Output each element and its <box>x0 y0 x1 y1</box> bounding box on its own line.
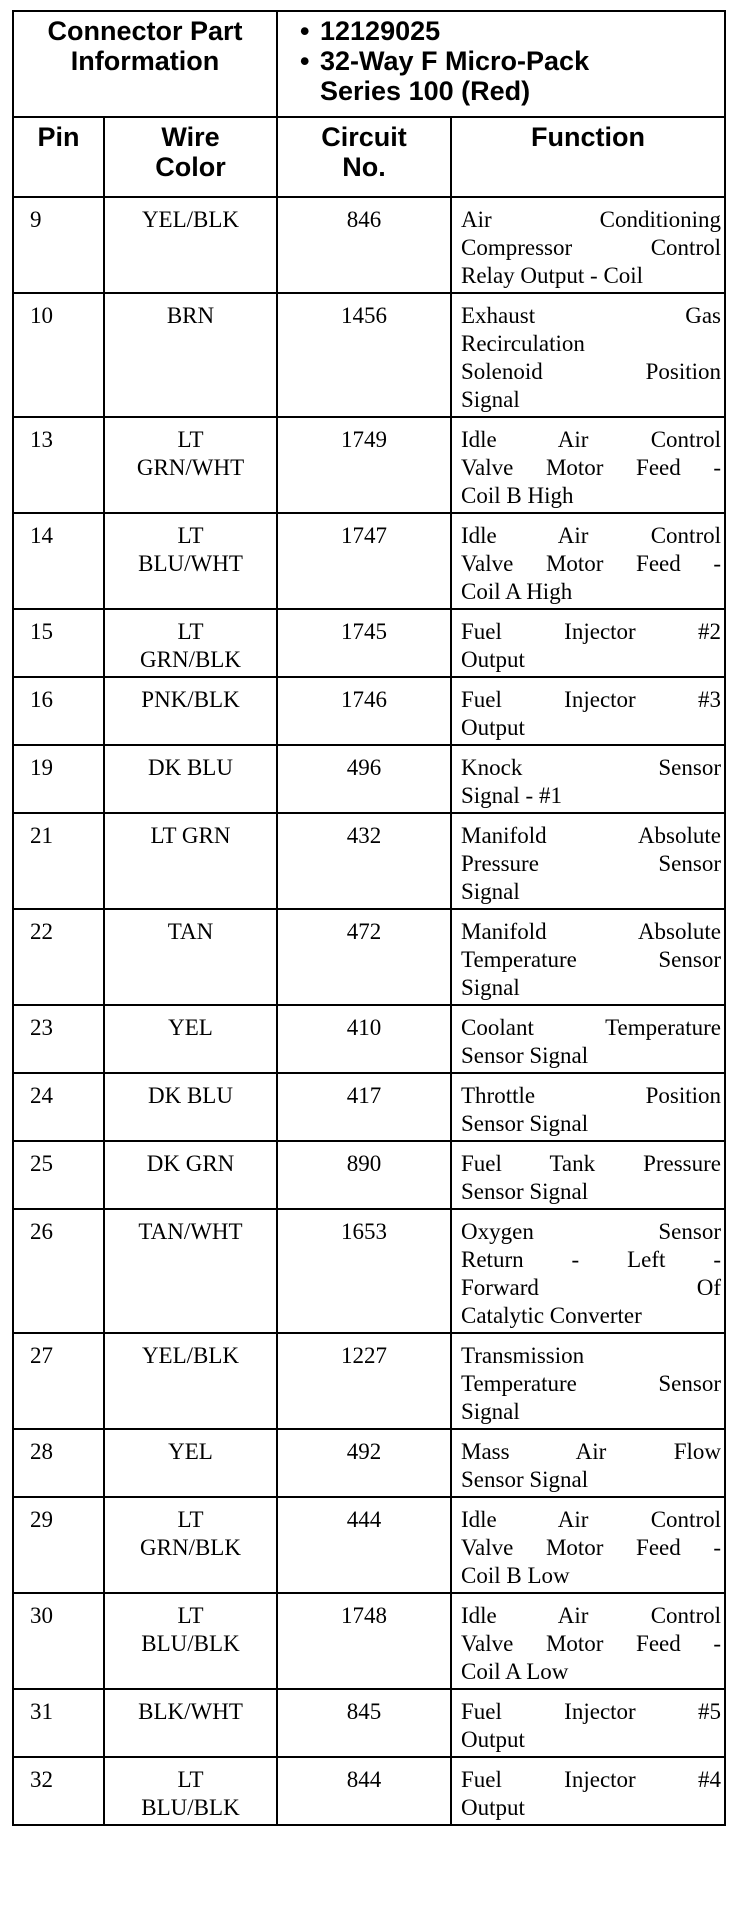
function-line: Forward Of <box>461 1275 721 1300</box>
function-line: Output <box>461 715 525 740</box>
pin-cell: 31 <box>13 1689 104 1757</box>
function-line: Idle Air Control <box>461 1603 721 1628</box>
circuit-number-cell: 1749 <box>277 417 451 513</box>
function-line: Output <box>461 1795 525 1820</box>
wire-color-line: BLK/WHT <box>138 1699 243 1724</box>
circuit-number-cell: 844 <box>277 1757 451 1825</box>
wire-color-cell <box>104 1429 277 1497</box>
function-line: Signal <box>461 1399 520 1424</box>
table-row <box>13 1497 725 1593</box>
function-line: Manifold Absolute <box>461 823 721 848</box>
function-cell <box>451 1593 725 1689</box>
function-cell <box>451 417 725 513</box>
pin-cell: 16 <box>13 677 104 745</box>
function-line: Pressure Sensor <box>461 851 721 876</box>
function-line: Fuel Injector #2 <box>461 619 721 644</box>
function-cell <box>451 1209 725 1333</box>
column-header-line: Function <box>531 122 645 152</box>
table-row <box>13 1209 725 1333</box>
function-line: Throttle Position <box>461 1083 721 1108</box>
wire-color-line: LT GRN <box>150 823 231 848</box>
pin-cell: 25 <box>13 1141 104 1209</box>
pin-cell: 23 <box>13 1005 104 1073</box>
column-header-line: Pin <box>37 122 80 152</box>
wire-color-cell <box>104 1689 277 1757</box>
function-line: Fuel Injector #5 <box>461 1699 721 1724</box>
function-cell <box>451 1689 725 1757</box>
pin-cell: 22 <box>13 909 104 1005</box>
wire-color-cell <box>104 1593 277 1689</box>
wire-color-cell <box>104 1005 277 1073</box>
table-row <box>13 1005 725 1073</box>
table-row <box>13 513 725 609</box>
function-cell <box>451 197 725 293</box>
wire-color-cell <box>104 909 277 1005</box>
table-row <box>13 1593 725 1689</box>
wire-color-line: LT <box>177 1767 204 1792</box>
column-header-line: Wire <box>161 122 220 152</box>
function-cell <box>451 1497 725 1593</box>
function-line: Oxygen Sensor <box>461 1219 721 1244</box>
column-header-line: Color <box>155 152 226 182</box>
function-line: Return - Left - <box>461 1247 721 1272</box>
circuit-number-cell: 1746 <box>277 677 451 745</box>
circuit-number-cell: 410 <box>277 1005 451 1073</box>
connector-series: Series 100 (Red) <box>320 76 531 106</box>
circuit-number-cell: 496 <box>277 745 451 813</box>
table-row <box>13 1333 725 1429</box>
connector-label-line: Information <box>70 46 220 76</box>
table-row <box>13 1689 725 1757</box>
function-line: Output <box>461 647 525 672</box>
wire-color-cell <box>104 813 277 909</box>
wire-color-line: BLU/BLK <box>141 1795 240 1820</box>
pin-cell: 9 <box>13 197 104 293</box>
table-row <box>13 417 725 513</box>
wire-color-line: PNK/BLK <box>141 687 240 712</box>
function-line: Catalytic Converter <box>461 1303 642 1328</box>
connector-label-line: Connector Part <box>47 16 243 46</box>
function-line: Compressor Control <box>461 235 721 260</box>
function-line: Sensor Signal <box>461 1111 589 1136</box>
table-row <box>13 293 725 417</box>
table-row <box>13 1141 725 1209</box>
function-line: Output <box>461 1727 525 1752</box>
circuit-number-cell: 1227 <box>277 1333 451 1429</box>
part-number: • 12129025 <box>320 16 718 46</box>
circuit-number-cell: 492 <box>277 1429 451 1497</box>
function-line: Sensor Signal <box>461 1179 589 1204</box>
wire-color-line: YEL/BLK <box>141 207 240 232</box>
function-line: Valve Motor Feed - <box>461 1631 721 1656</box>
function-cell <box>451 813 725 909</box>
function-line: Coil B High <box>461 483 574 508</box>
column-header-pin <box>13 117 104 197</box>
function-line: Valve Motor Feed - <box>461 1535 721 1560</box>
function-line: Transmission <box>461 1343 585 1368</box>
circuit-number-cell: 1745 <box>277 609 451 677</box>
function-cell <box>451 293 725 417</box>
table-row <box>13 609 725 677</box>
connector-type: • 32-Way F Micro-Pack <box>320 46 718 76</box>
wire-color-line: GRN/BLK <box>140 647 241 672</box>
table-row <box>13 1757 725 1825</box>
function-cell <box>451 909 725 1005</box>
circuit-number-cell: 432 <box>277 813 451 909</box>
column-header-line: No. <box>342 152 386 182</box>
wire-color-line: DK GRN <box>146 1151 235 1176</box>
wire-color-cell <box>104 293 277 417</box>
wire-color-cell <box>104 677 277 745</box>
function-line: Relay Output - Coil <box>461 263 644 288</box>
circuit-number-cell: 1747 <box>277 513 451 609</box>
pin-cell: 24 <box>13 1073 104 1141</box>
pin-cell: 27 <box>13 1333 104 1429</box>
table-row <box>13 1073 725 1141</box>
function-line: Coil A Low <box>461 1659 569 1684</box>
function-line: Recirculation <box>461 331 585 356</box>
function-line: Idle Air Control <box>461 427 721 452</box>
function-line: Solenoid Position <box>461 359 721 384</box>
pin-cell: 19 <box>13 745 104 813</box>
function-line: Air Conditioning <box>461 207 721 232</box>
column-header-circuit-no <box>277 117 451 197</box>
wire-color-line: BLU/BLK <box>141 1631 240 1656</box>
wire-color-line: GRN/BLK <box>140 1535 241 1560</box>
pin-cell: 15 <box>13 609 104 677</box>
connector-info-row <box>13 11 725 117</box>
function-line: Signal - #1 <box>461 783 562 808</box>
wire-color-line: YEL <box>168 1439 213 1464</box>
function-line: Fuel Injector #4 <box>461 1767 721 1792</box>
column-header-function <box>451 117 725 197</box>
circuit-number-cell: 1653 <box>277 1209 451 1333</box>
wire-color-line: TAN <box>167 919 214 944</box>
wire-color-cell <box>104 197 277 293</box>
pin-cell: 28 <box>13 1429 104 1497</box>
pin-cell: 13 <box>13 417 104 513</box>
wire-color-line: LT <box>177 1507 204 1532</box>
wire-color-line: DK BLU <box>148 755 233 780</box>
function-line: Sensor Signal <box>461 1043 589 1068</box>
function-line: Sensor Signal <box>461 1467 589 1492</box>
wire-color-line: YEL <box>168 1015 213 1040</box>
wire-color-cell <box>104 1209 277 1333</box>
function-line: Valve Motor Feed - <box>461 551 721 576</box>
function-line: Fuel Injector #3 <box>461 687 721 712</box>
pin-cell: 21 <box>13 813 104 909</box>
function-line: Coil A High <box>461 579 573 604</box>
function-line: Coil B Low <box>461 1563 570 1588</box>
column-header-line: Circuit <box>321 122 407 152</box>
function-cell <box>451 1757 725 1825</box>
function-line: Mass Air Flow <box>461 1439 721 1464</box>
pin-cell: 30 <box>13 1593 104 1689</box>
circuit-number-cell: 417 <box>277 1073 451 1141</box>
function-line: Idle Air Control <box>461 1507 721 1532</box>
function-line: Fuel Tank Pressure <box>461 1151 721 1176</box>
circuit-number-cell: 472 <box>277 909 451 1005</box>
function-cell <box>451 1073 725 1141</box>
pin-cell: 10 <box>13 293 104 417</box>
table-body <box>13 11 725 1825</box>
wire-color-cell <box>104 1497 277 1593</box>
function-line: Temperature Sensor <box>461 947 721 972</box>
function-cell <box>451 1429 725 1497</box>
wire-color-cell <box>104 513 277 609</box>
function-line: Knock Sensor <box>461 755 721 780</box>
connector-part-information-label <box>13 11 277 117</box>
wire-color-line: GRN/WHT <box>136 455 245 480</box>
wire-color-cell <box>104 609 277 677</box>
wire-color-cell <box>104 745 277 813</box>
circuit-number-cell: 846 <box>277 197 451 293</box>
table-row <box>13 1429 725 1497</box>
circuit-number-cell: 890 <box>277 1141 451 1209</box>
table-row <box>13 197 725 293</box>
wire-color-line: LT <box>177 427 204 452</box>
circuit-number-cell: 444 <box>277 1497 451 1593</box>
function-line: Exhaust Gas <box>461 303 721 328</box>
circuit-number-cell: 1456 <box>277 293 451 417</box>
function-line: Signal <box>461 975 520 1000</box>
table-row <box>13 813 725 909</box>
wire-color-line: DK BLU <box>148 1083 233 1108</box>
function-line: Coolant Temperature <box>461 1015 721 1040</box>
column-header-wire-color <box>104 117 277 197</box>
wire-color-cell <box>104 417 277 513</box>
connector-pinout-table <box>12 10 726 1826</box>
function-cell <box>451 745 725 813</box>
pin-cell: 26 <box>13 1209 104 1333</box>
table-row <box>13 909 725 1005</box>
wire-color-line: YEL/BLK <box>141 1343 240 1368</box>
wire-color-cell <box>104 1073 277 1141</box>
function-line: Manifold Absolute <box>461 919 721 944</box>
function-line: Signal <box>461 879 520 904</box>
wire-color-line: BLU/WHT <box>138 551 243 576</box>
wire-color-line: LT <box>177 1603 204 1628</box>
function-cell <box>451 1005 725 1073</box>
function-cell <box>451 1333 725 1429</box>
wire-color-cell <box>104 1757 277 1825</box>
connector-part-information-value <box>277 11 725 117</box>
column-header-row <box>13 117 725 197</box>
function-line: Signal <box>461 387 520 412</box>
pin-cell: 29 <box>13 1497 104 1593</box>
wire-color-line: BRN <box>166 303 215 328</box>
table-row <box>13 745 725 813</box>
pin-cell: 32 <box>13 1757 104 1825</box>
wire-color-line: TAN/WHT <box>138 1219 243 1244</box>
wire-color-cell <box>104 1333 277 1429</box>
function-cell <box>451 609 725 677</box>
function-cell <box>451 513 725 609</box>
circuit-number-cell: 845 <box>277 1689 451 1757</box>
function-cell <box>451 677 725 745</box>
function-line: Idle Air Control <box>461 523 721 548</box>
wire-color-line: LT <box>177 619 204 644</box>
circuit-number-cell: 1748 <box>277 1593 451 1689</box>
pin-cell: 14 <box>13 513 104 609</box>
function-line: Temperature Sensor <box>461 1371 721 1396</box>
wire-color-cell <box>104 1141 277 1209</box>
wire-color-line: LT <box>177 523 204 548</box>
function-cell <box>451 1141 725 1209</box>
function-line: Valve Motor Feed - <box>461 455 721 480</box>
table-row <box>13 677 725 745</box>
